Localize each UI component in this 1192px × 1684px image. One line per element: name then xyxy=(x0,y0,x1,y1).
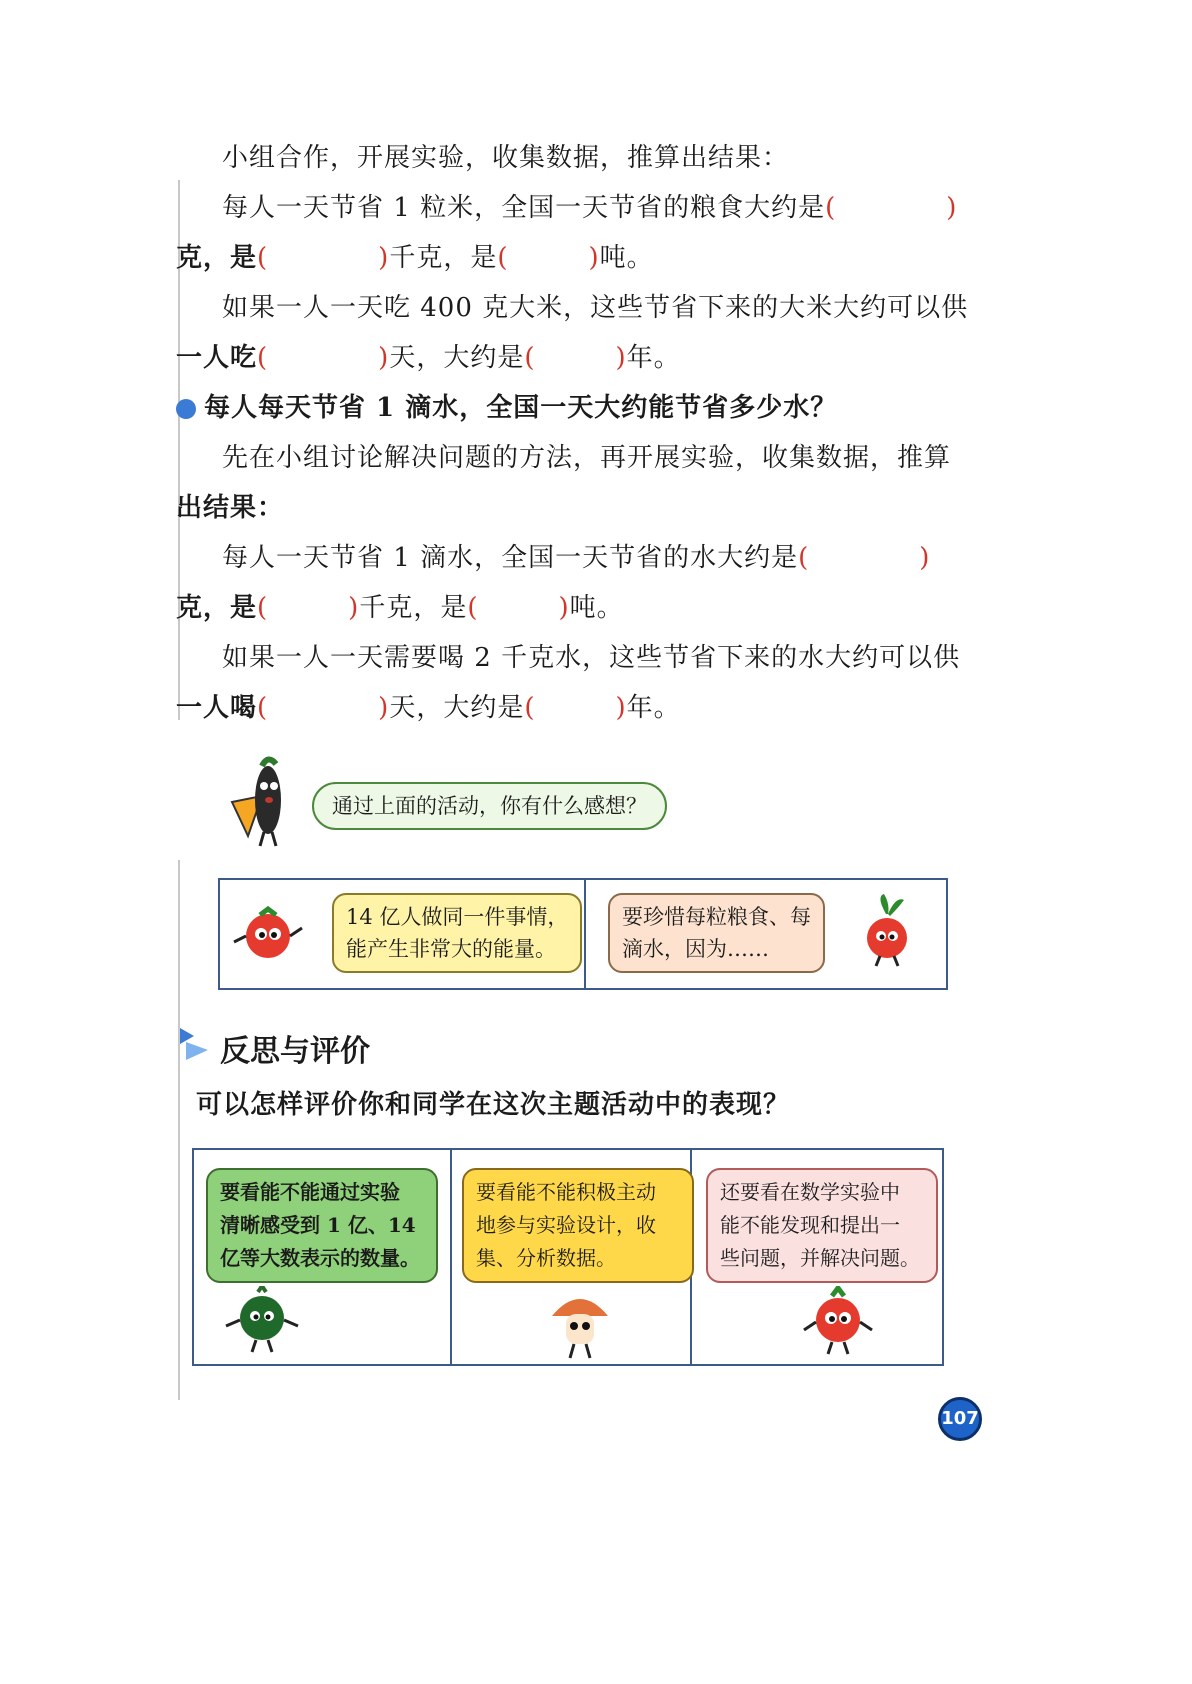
radish-character-icon xyxy=(856,894,918,968)
text-line: 如果一人一天需要喝 2 千克水，这些节省下来的水大约可以供 xyxy=(222,643,961,673)
section-flag-icon xyxy=(180,1028,210,1062)
evaluation-bubble-2: 要看能不能积极主动 地参与实验设计，收 集、分析数据。 xyxy=(462,1168,694,1283)
text-line: 每人一天节省 1 滴水，全国一天节省的水大约是( ) xyxy=(222,543,931,573)
text-line: 克，是( )千克，是( )吨。 xyxy=(176,593,624,623)
thought-bubble-right: 要珍惜每粒粮食、每 滴水，因为…… xyxy=(608,893,825,973)
panel-divider xyxy=(584,880,586,988)
text-line: 一人喝( )天，大约是( )年。 xyxy=(176,693,681,723)
text-line: 先在小组讨论解决问题的方法，再开展实验，收集数据，推算 xyxy=(222,443,952,473)
page-number: 107 xyxy=(938,1397,982,1441)
section-title: 反思与评价 xyxy=(220,1034,370,1069)
arrow-marker-icon xyxy=(176,399,196,419)
thoughts-panel xyxy=(218,878,948,990)
text-line: 小组合作，开展实验，收集数据，推算出结果： xyxy=(222,143,790,173)
tomato-character-icon xyxy=(232,902,304,968)
panel-divider xyxy=(450,1150,452,1364)
text-line: 一人吃( )天，大约是( )年。 xyxy=(176,343,681,373)
eggplant-character-icon xyxy=(228,752,298,848)
tomato-character-icon xyxy=(800,1286,876,1358)
evaluation-bubble-1: 要看能不能通过实验 清晰感受到 1 亿、14 亿等大数表示的数量。 xyxy=(206,1168,438,1283)
sub-question: 每人每天节省 1 滴水，全国一天大约能节省多少水？ xyxy=(176,390,837,426)
mushroom-character-icon xyxy=(548,1288,612,1362)
section-question: 可以怎样评价你和同学在这次主题活动中的表现？ xyxy=(196,1090,791,1120)
text-line: 克，是( )千克，是( )吨。 xyxy=(176,243,654,273)
evaluation-bubble-3: 还要看在数学实验中 能不能发现和提出一 些问题，并解决问题。 xyxy=(706,1168,938,1283)
text-line: 如果一人一天吃 400 克大米，这些节省下来的大米大约可以供 xyxy=(222,293,969,323)
margin-rule-bottom xyxy=(178,860,180,1400)
pepper-character-icon xyxy=(222,1286,302,1356)
thought-bubble-left: 14 亿人做同一件事情， 能产生非常大的能量。 xyxy=(332,893,582,973)
text-line: 每人一天节省 1 粒米，全国一天节省的粮食大约是( ) xyxy=(222,193,958,223)
text-line: 出结果： xyxy=(176,493,285,523)
question-bubble: 通过上面的活动，你有什么感想？ xyxy=(312,782,667,830)
